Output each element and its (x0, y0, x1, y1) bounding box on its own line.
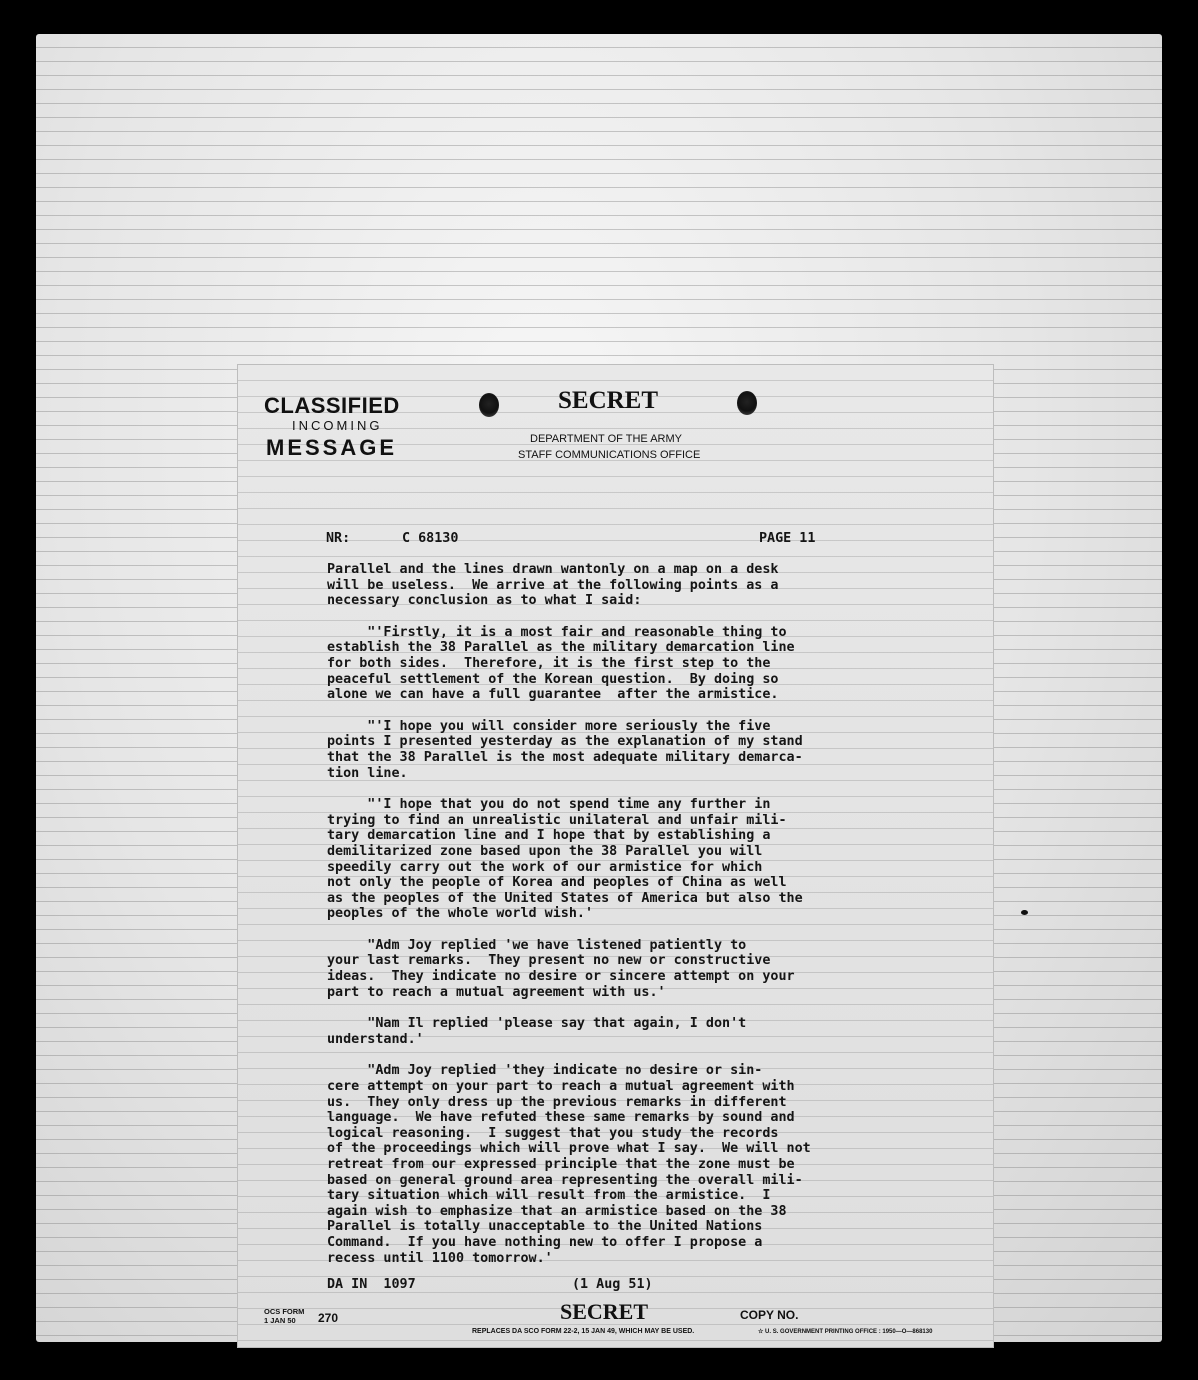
body-line: peoples of the whole world wish.' (327, 906, 594, 922)
body-line: Command. If you have nothing new to offer I propose a (327, 1234, 763, 1250)
body-line: "Adm Joy replied 'we have listened patiently to (327, 937, 747, 953)
body-line: "Adm Joy replied 'they indicate no desire or sin- (327, 1063, 763, 1079)
body-line: speedily carry out the work of our armistice for which (327, 859, 763, 875)
body-line: "'Firstly, it is a most fair and reasonable thing to (327, 624, 787, 640)
classified-heading: CLASSIFIED (264, 393, 400, 418)
body-paragraph (327, 938, 897, 1000)
body-line: will be useless. We arrive at the following points as a (327, 577, 779, 593)
replaces-note: REPLACES DA SCO FORM 22-2, 15 JAN 49, WHICH MAY BE USED. (472, 1328, 695, 1335)
body-line: based on general ground area representing the overall mili- (327, 1172, 803, 1188)
body-line: part to reach a mutual agreement with us.' (327, 984, 666, 1000)
body-line: peaceful settlement of the Korean question. By doing so (327, 671, 779, 687)
punch-hole-right (737, 391, 757, 415)
body-paragraph (327, 797, 897, 922)
body-paragraph (327, 719, 897, 781)
body-line: logical reasoning. I suggest that you study the records (327, 1125, 779, 1141)
body-line: your last remarks. They present no new or constructive (327, 953, 771, 969)
message-heading: MESSAGE (266, 435, 398, 460)
message-form (238, 365, 993, 1347)
da-in-number: DA IN 1097 (327, 1277, 416, 1292)
body-line: Parallel and the lines drawn wantonly on a map on a desk (327, 562, 779, 577)
body-paragraph (327, 562, 897, 609)
incoming-heading: INCOMING (292, 418, 383, 433)
body-line: recess until 1100 tomorrow.' (327, 1250, 553, 1266)
body-line: demilitarized zone based upon the 38 Parallel you will (327, 843, 763, 859)
department-name: DEPARTMENT OF THE ARMY (530, 433, 682, 445)
body-line: "Nam Il replied 'please say that again, I don't (327, 1016, 747, 1032)
body-line: tary demarcation line and I hope that by establishing a (327, 828, 771, 844)
printing-office-note: ☆ U. S. GOVERNMENT PRINTING OFFICE : 1950—O—868130 (758, 1329, 933, 1335)
secret-marking-bottom: SECRET (560, 1299, 649, 1324)
secret-marking-top: SECRET (558, 387, 659, 414)
body-paragraph (327, 625, 897, 703)
body-line: necessary conclusion as to what I said: (327, 593, 642, 609)
nr-label: NR: (326, 531, 351, 546)
body-line: for both sides. Therefore, it is the first step to the (327, 655, 771, 671)
ocs-form-label: OCS FORM 1 JAN 50 (264, 1307, 305, 1325)
body-line: "'I hope that you do not spend time any further in (327, 797, 771, 813)
form-number: 270 (318, 1311, 339, 1325)
body-line: again wish to emphasize that an armistice based on the 38 (327, 1203, 787, 1219)
body-line: tion line. (327, 765, 408, 781)
nr-value: C 68130 (402, 531, 459, 546)
body-line: language. We have refuted these same remarks by sound and (327, 1110, 795, 1126)
body-line: that the 38 Parallel is the most adequate military demarca- (327, 749, 803, 765)
body-paragraph (327, 1063, 897, 1266)
body-line: trying to find an unrealistic unilateral and unfair mili- (327, 812, 787, 828)
copy-number-label: COPY NO. (740, 1308, 799, 1322)
body-line: tary situation which will result from the armistice. I (327, 1188, 771, 1204)
body-line: alone we can have a full guarantee after the armistice. (327, 687, 779, 703)
body-line: understand.' (327, 1031, 424, 1047)
office-name: STAFF COMMUNICATIONS OFFICE (518, 449, 701, 461)
body-line: as the peoples of the United States of America but also the (327, 890, 803, 906)
body-paragraph (327, 1016, 897, 1047)
body-line: points I presented yesterday as the explanation of my stand (327, 734, 803, 750)
film-speck (1021, 910, 1028, 915)
body-line: "'I hope you will consider more seriously the five (327, 718, 771, 734)
body-line: Parallel is totally unacceptable to the United Nations (327, 1219, 763, 1235)
body-line: cere attempt on your part to reach a mutual agreement with (327, 1079, 795, 1095)
body-line: of the proceedings which will prove what I say. We will not (327, 1141, 811, 1157)
message-date: (1 Aug 51) (572, 1277, 653, 1292)
body-line: establish the 38 Parallel as the military demarcation line (327, 640, 795, 656)
body-line: retreat from our expressed principle that the zone must be (327, 1157, 795, 1172)
body-line: us. They only dress up the previous remarks in different (327, 1094, 787, 1110)
message-body (327, 562, 897, 1282)
body-line: ideas. They indicate no desire or sincere attempt on your (327, 969, 795, 985)
punch-hole-left (479, 393, 499, 417)
page-number: PAGE 11 (759, 531, 816, 546)
body-line: not only the people of Korea and peoples of China as well (327, 875, 787, 891)
